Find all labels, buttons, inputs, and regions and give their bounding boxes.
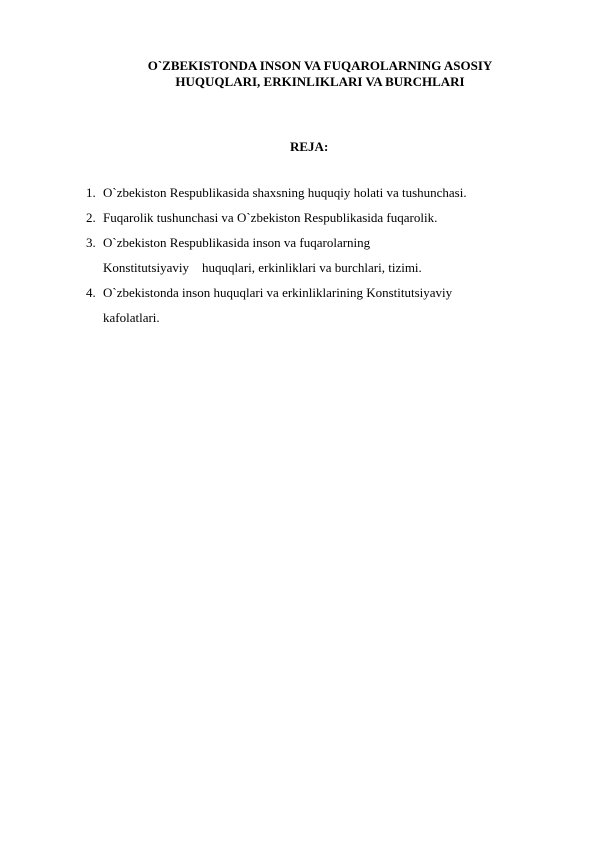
plan-item-number: 1. bbox=[86, 185, 96, 200]
plan-item-text: O`zbekiston Respublikasida inson va fuqarolarning bbox=[103, 235, 371, 250]
document-title bbox=[100, 58, 540, 90]
plan-item-2 bbox=[86, 208, 566, 228]
plan-item-number: 3. bbox=[86, 235, 96, 250]
plan-list bbox=[86, 183, 566, 328]
plan-item-1 bbox=[86, 183, 566, 203]
plan-item-text: O`zbekiston Respublikasida shaxsning huquqiy holati va tushunchasi. bbox=[103, 185, 467, 200]
plan-item-text-continued: Konstitutsiyaviy huquqlari, erkinliklari va burchlari, tizimi. bbox=[103, 260, 422, 275]
plan-item-text: Fuqarolik tushunchasi va O`zbekiston Respublikasida fuqarolik. bbox=[103, 210, 438, 225]
title-line-2: HUQUQLARI, ERKINLIKLARI VA BURCHLARI bbox=[175, 74, 465, 89]
plan-item-3 bbox=[86, 233, 566, 278]
plan-item-text: O`zbekistonda inson huquqlari va erkinliklarining Konstitutsiyaviy bbox=[103, 285, 453, 300]
plan-item-number: 2. bbox=[86, 210, 96, 225]
plan-heading: REJA: bbox=[290, 139, 329, 154]
title-line-1: O`ZBEKISTONDA INSON VA FUQAROLARNING ASOSIY bbox=[147, 58, 493, 73]
plan-item-number: 4. bbox=[86, 285, 96, 300]
plan-item-4 bbox=[86, 283, 566, 328]
plan-item-text-continued: kafolatlari. bbox=[103, 310, 160, 325]
